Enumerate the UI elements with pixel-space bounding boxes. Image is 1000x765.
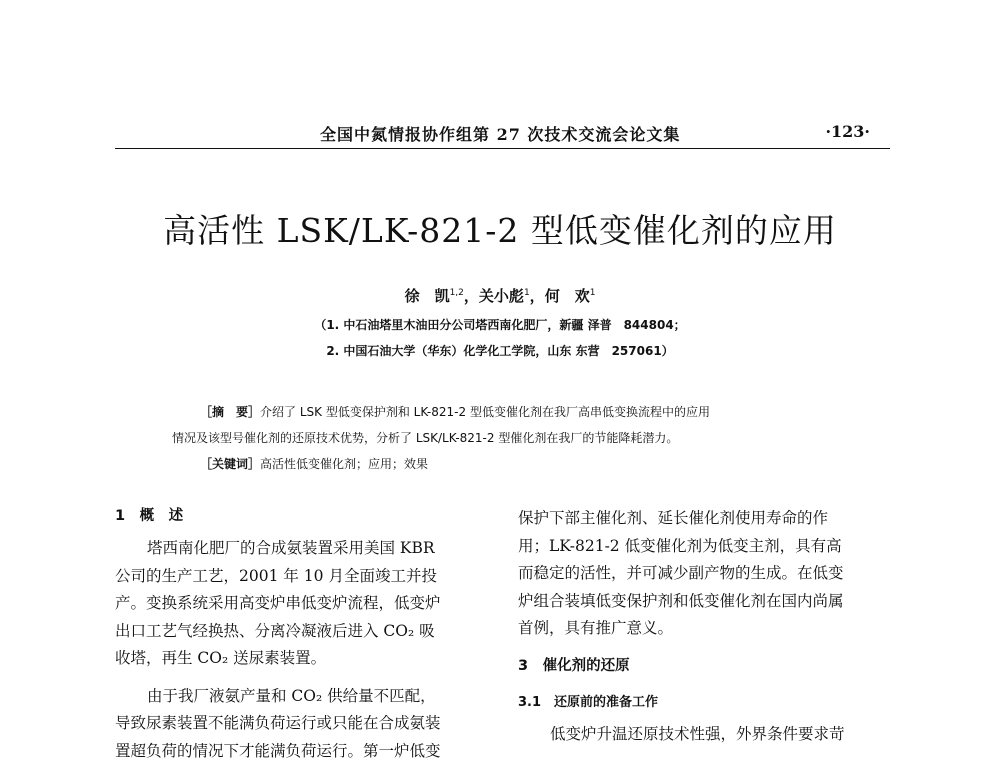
text-line: 置超负荷的情况下才能满负荷运行。第一炉低变 bbox=[115, 738, 485, 765]
text-line: 导致尿素装置不能满负荷运行或只能在合成氨装 bbox=[115, 710, 485, 738]
affiliation-1: （1. 中石油塔里木油田分公司塔西南化肥厂，新疆 泽普 844804； bbox=[0, 316, 1000, 333]
author-separator: ， bbox=[530, 287, 545, 305]
abstract-text-1: 介绍了 LSK 型低变保护剂和 LK-821-2 型低变催化剂在我厂高串低变换流程中的应用 bbox=[260, 405, 710, 419]
abstract-text-2: 情况及该型号催化剂的还原技术优势，分析了 LSK/LK-821-2 型催化剂在我厂的节能降耗潜力。 bbox=[172, 425, 852, 451]
subsection-3-1-heading: 3.1 还原前的准备工作 bbox=[518, 685, 888, 721]
text-line: 公司的生产工艺，2001 年 10 月全面竣工并投 bbox=[115, 563, 485, 591]
section-1-heading: 1 概 述 bbox=[115, 497, 485, 535]
abstract-line-1 bbox=[172, 399, 852, 425]
abstract-label: ［摘 要］ bbox=[200, 405, 260, 419]
page-number: ·123· bbox=[825, 122, 870, 141]
text-line: 产。变换系统采用高变炉串低变炉流程，低变炉 bbox=[115, 590, 485, 618]
text-line: 塔西南化肥厂的合成氨装置采用美国 KBR bbox=[115, 535, 485, 563]
author-line bbox=[0, 285, 1000, 306]
left-paragraph-2 bbox=[115, 683, 485, 765]
author-2: 关小彪 bbox=[479, 287, 524, 305]
right-paragraph-1 bbox=[518, 505, 888, 643]
affiliation-2: 2. 中国石油大学（华东）化学化工学院，山东 东营 257061） bbox=[0, 342, 1000, 359]
author-1-affil: 1,2 bbox=[450, 288, 464, 298]
author-3-affil: 1 bbox=[590, 288, 596, 298]
text-line: 保护下部主催化剂、延长催化剂使用寿命的作 bbox=[518, 505, 888, 533]
running-title: 全国中氮情报协作组第 27 次技术交流会论文集 bbox=[320, 122, 680, 145]
text-line: 而稳定的活性，并可减少副产物的生成。在低变 bbox=[518, 560, 888, 588]
text-line: 出口工艺气经换热、分离冷凝液后进入 CO₂ 吸 bbox=[115, 618, 485, 646]
right-paragraph-2 bbox=[518, 721, 888, 749]
text-line: 炉组合装填低变保护剂和低变催化剂在国内尚属 bbox=[518, 588, 888, 616]
text-line: 用；LK-821-2 低变催化剂为低变主剂，具有高 bbox=[518, 533, 888, 561]
right-column bbox=[518, 497, 888, 748]
section-3-heading: 3 催化剂的还原 bbox=[518, 647, 888, 685]
text-line: 收塔，再生 CO₂ 送尿素装置。 bbox=[115, 645, 485, 673]
abstract-block bbox=[172, 399, 852, 477]
text-line: 由于我厂液氨产量和 CO₂ 供给量不匹配， bbox=[115, 683, 485, 711]
text-line: 首例，具有推广意义。 bbox=[518, 615, 888, 643]
keywords-line bbox=[172, 451, 852, 477]
keywords-text: 高活性低变催化剂；应用；效果 bbox=[260, 457, 428, 471]
running-header bbox=[115, 118, 890, 149]
keywords-label: ［关键词］ bbox=[200, 457, 260, 471]
left-column bbox=[115, 497, 485, 765]
author-3: 何 欢 bbox=[545, 287, 590, 305]
author-2-affil: 1 bbox=[524, 288, 530, 298]
author-separator: ， bbox=[464, 287, 479, 305]
text-line: 低变炉升温还原技术性强，外界条件要求苛 bbox=[518, 721, 888, 749]
left-paragraph-1 bbox=[115, 535, 485, 673]
author-1: 徐 凯 bbox=[405, 287, 450, 305]
paper-title: 高活性 LSK/LK-821-2 型低变催化剂的应用 bbox=[0, 205, 1000, 252]
